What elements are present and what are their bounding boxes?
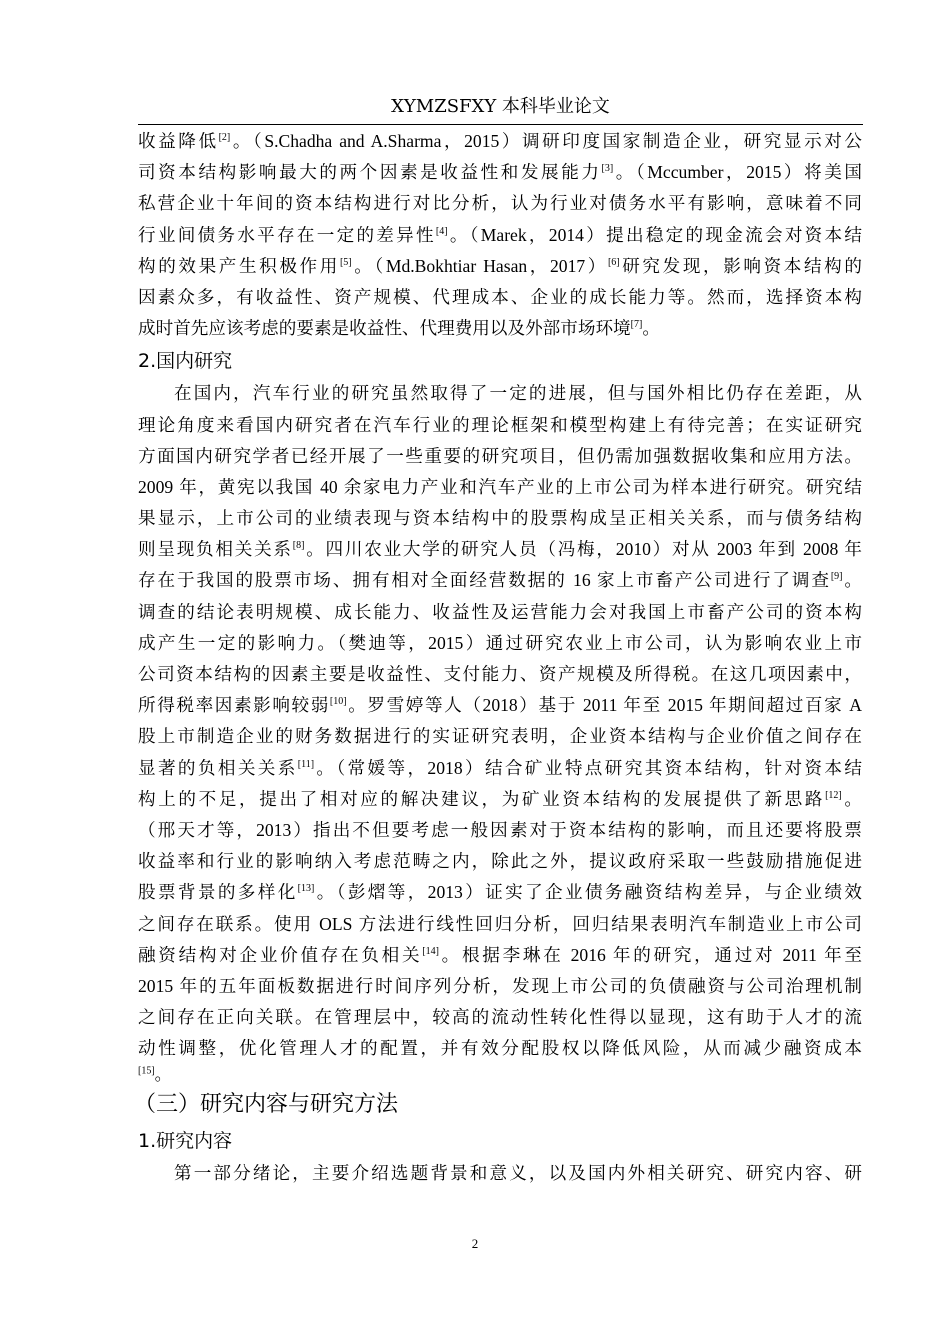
text-line: 收益降低[2]。（S.Chadha and A.Sharma，2015）调研印度国家制造企业，研究显示对公	[138, 131, 862, 151]
text-line: （邢天才等，2013）指出不但要考虑一般因素对于资本结构的影响，而且还要将股票	[138, 819, 862, 840]
text-line: 所得税率因素影响较弱[10]。罗雪婷等人（2018）基于 2011 年至 2015 年期间超过百家 A	[138, 695, 862, 716]
text-line: 构的效果产生积极作用[5]。（Md.Bokhtiar Hasan，2017）[6]研究发现，影响资本结构的	[138, 255, 862, 276]
text-line: 因素众多，有收益性、资产规模、代理成本、企业的成长能力等。然而，选择资本构	[138, 286, 862, 307]
text-line: 存在于我国的股票市场、拥有相对全面经营数据的 16 家上市畜产公司进行了调查[9]。	[138, 570, 862, 591]
citation-marker: [13]	[297, 883, 315, 895]
text-line: 果显示，上市公司的业绩表现与资本结构中的股票构成呈正相关关系，而与债务结构	[138, 508, 862, 529]
citation-marker: [6]	[607, 256, 620, 268]
text-line: 调查的结论表明规模、成长能力、收益性及运营能力会对我国上市畜产公司的资本构	[138, 601, 862, 622]
text-line: 方面国内研究学者已经开展了一些重要的研究项目，但仍需加强数据收集和应用方法。	[138, 445, 862, 466]
text-line: [15]。	[138, 1065, 172, 1085]
paragraph-first-line: 第一部分绪论，主要介绍选题背景和意义，以及国内外相关研究、研究内容、研	[174, 1163, 862, 1184]
text-line: 融资结构对企业价值存在负相关[14]。根据李琳在 2016 年的研究，通过对 2011 年至	[138, 944, 862, 965]
citation-marker: [9]	[830, 571, 843, 583]
text-line: 股票背景的多样化[13]。（彭熠等，2013）证实了企业债务融资结构差异，与企业绩效	[138, 882, 862, 903]
citation-marker: [15]	[138, 1065, 155, 1077]
text-line: 之间存在正向关联。在管理层中，较高的流动性转化性得以显现，这有助于人才的流	[138, 1007, 862, 1028]
body-text	[134, 126, 862, 1190]
citation-marker: [5]	[339, 256, 352, 268]
citation-marker: [7]	[630, 319, 643, 331]
citation-marker: [3]	[601, 163, 614, 175]
text-line: 2015 年的五年面板数据进行时间序列分析，发现上市公司的负债融资与公司治理机制	[138, 975, 862, 996]
text-line: 动性调整，优化管理人才的配置，并有效分配股权以降低风险，从而减少融资成本	[138, 1038, 862, 1059]
text-line: 私营企业十年间的资本结构进行对比分析，认为行业对债务水平有影响，意味着不同	[138, 193, 862, 214]
text-line: 行业间债务水平存在一定的差异性[4]。（Marek，2014）提出稳定的现金流会对资本结	[138, 224, 862, 245]
text-line: 理论角度来看国内研究者在汽车行业的理论框架和模型构建上有待完善；在实证研究	[138, 414, 862, 435]
text-line: 公司资本结构的因素主要是收益性、支付能力、资产规模及所得税。在这几项因素中，	[138, 664, 862, 684]
page-number: 2	[471, 1236, 479, 1251]
citation-marker: [8]	[292, 540, 305, 552]
section-heading: （三）研究内容与研究方法	[134, 1092, 399, 1118]
text-line: 显著的负相关关系[11]。（常媛等，2018）结合矿业特点研究其资本结构，针对资本结	[138, 757, 862, 778]
text-line: 收益率和行业的影响纳入考虑范畴之内，除此之外，提议政府采取一些鼓励措施促进	[138, 851, 862, 872]
subsection-heading: 2.国内研究	[138, 350, 233, 373]
citation-marker: [4]	[435, 225, 448, 237]
text-line: 司资本结构影响最大的两个因素是收益性和发展能力[3]。（Mccumber，2015）将美国	[138, 162, 862, 183]
text-line: 股上市制造企业的财务数据进行的实证研究表明，企业资本结构与企业价值之间存在	[138, 726, 862, 747]
text-line: 构上的不足，提出了相对应的解决建议，为矿业资本结构的发展提供了新思路[12]。	[138, 788, 862, 809]
citation-marker: [14]	[422, 945, 439, 957]
paragraph-first-line: 在国内，汽车行业的研究虽然取得了一定的进展，但与国外相比仍存在差距，从	[174, 383, 862, 404]
subsection-heading: 1.研究内容	[138, 1130, 233, 1153]
text-line: 2009 年，黄宪以我国 40 余家电力产业和汽车产业的上市公司为样本进行研究。研究结	[138, 476, 862, 497]
citation-marker: [11]	[297, 758, 315, 770]
page-header: XYMZSFXY 本科毕业论文	[138, 92, 863, 125]
text-line: 则呈现负相关关系[8]。四川农业大学的研究人员（冯梅，2010）对从 2003 年到 2008 年	[138, 539, 862, 560]
text-line: 成时首先应该考虑的要素是收益性、代理费用以及外部市场环境[7]。	[138, 318, 660, 339]
text-line: 之间存在联系。使用 OLS 方法进行线性回归分析，回归结果表明汽车制造业上市公司	[138, 913, 862, 934]
citation-marker: [10]	[329, 696, 347, 708]
text-line: 成产生一定的影响力。（樊迪等，2015）通过研究农业上市公司，认为影响农业上市	[138, 632, 862, 653]
citation-marker: [12]	[825, 789, 842, 801]
citation-marker: [2]	[218, 132, 231, 144]
